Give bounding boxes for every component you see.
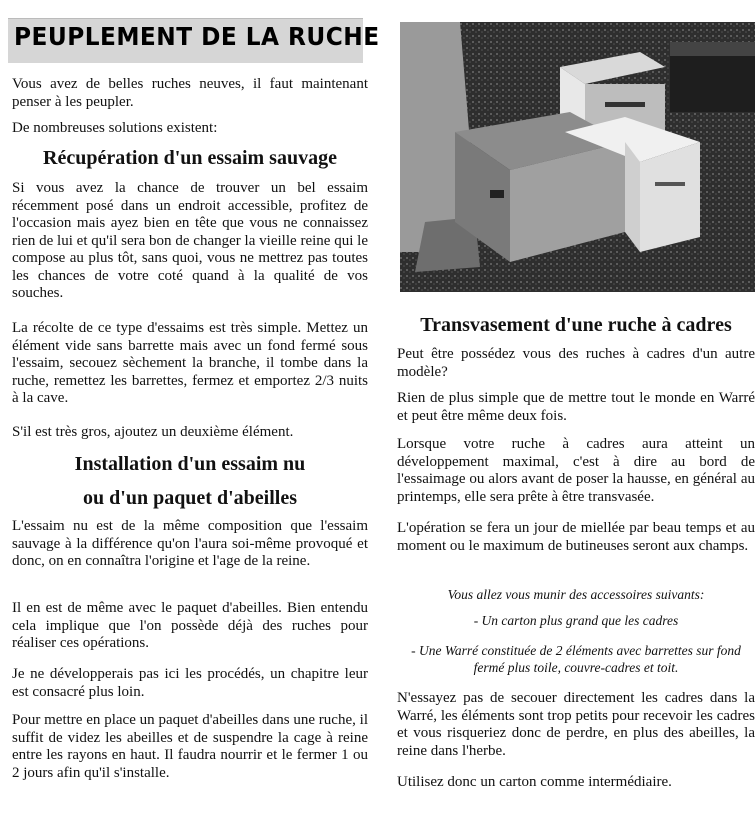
intro-solutions: De nombreuses solutions existent:	[12, 120, 218, 136]
heading-essaim-nu-line2: ou d'un paquet d'abeilles	[83, 487, 297, 509]
heading-essaim-sauvage: Récupération d'un essaim sauvage	[43, 147, 337, 169]
paragraph-nu-1: L'essaim nu est de la même composition que l'essaim sauvage à la différence qu'on l'aura soi-même provoqué et donc, on en connaîtra l'origine et l'age de la reine.	[12, 518, 368, 569]
paragraph-cadres-1: Peut être possédez vous des ruches à cadres d'un autre modèle?	[397, 346, 755, 380]
intro-paragraph: Vous avez de belles ruches neuves, il faut maintenant penser à les peupler.	[12, 76, 368, 110]
heading-essaim-nu-line1: Installation d'un essaim nu	[74, 453, 306, 475]
accessory-carton: - Un carton plus grand que les cadres	[473, 613, 679, 628]
beehive-illustration	[400, 22, 755, 292]
paragraph-cadres-2: Rien de plus simple que de mettre tout le monde en Warré et peut être même deux fois.	[397, 390, 755, 424]
heading-transvasement: Transvasement d'une ruche à cadres	[420, 314, 732, 336]
paragraph-cadres-4: L'opération se fera un jour de miellée par beau temps et au moment ou le maximum de butineuses seront aux champs.	[397, 520, 755, 554]
paragraph-sauvage-1: Si vous avez la chance de trouver un bel essaim récemment posé dans un endroit accessible, profitez de l'occasion mais ayez bien en tête que vous ne connaissez rien de lui et qu'il sera bon de changer la vieille reine qui le compose au plus tôt, sans quoi, vous ne mettrez pas toutes les chances de votre coté quand à la qualité de vos souches.	[12, 180, 368, 301]
beehive-photo	[400, 22, 755, 292]
paragraph-sauvage-2: La récolte de ce type d'essaims est très simple. Mettez un élément vide sans barrette mais avec un fond fermé sous l'essaim, secouez sèchement la branche, il tombe dans la ruche, remettez les barrettes, fermez et emportez 2/3 nuits à la cave.	[12, 320, 368, 406]
paragraph-cadres-3: Lorsque votre ruche à cadres aura atteint un développement maximal, c'est à dire au bord de l'essaimage ou alors avant de poser la hausse, en général au printemps, elle sera prête à être transvasée.	[397, 436, 755, 505]
accessories-intro: Vous allez vous munir des accessoires suivants:	[447, 587, 705, 602]
paragraph-nu-3: Je ne développerais pas ici les procédés, un chapitre leur est consacré plus loin.	[12, 666, 368, 700]
paragraph-cadres-5: N'essayez pas de secouer directement les cadres dans la Warré, les éléments sont trop petits pour recevoir les cadres et vous risqueriez donc de perdre, en plus des abeilles, la reine dans l'herbe.	[397, 690, 755, 759]
accessory-warre: - Une Warré constituée de 2 éléments avec barrettes sur fond fermé plus toile, couvre-cadres et toit.	[411, 643, 741, 675]
paragraph-nu-2: Il en est de même avec le paquet d'abeilles. Bien entendu cela implique que l'on possède déjà des ruches pour réaliser ces opérations.	[12, 600, 368, 651]
page-title: PEUPLEMENT DE LA RUCHE	[14, 22, 380, 51]
paragraph-cadres-6: Utilisez donc un carton comme intermédiaire.	[397, 774, 672, 790]
paragraph-nu-4: Pour mettre en place un paquet d'abeilles dans une ruche, il suffit de videz les abeilles et de suspendre la cage à reine entre les rayons en haut. Il faudra nourrir et le fermer 1 ou 2 jours afin qu'il s'installe.	[12, 712, 368, 781]
paragraph-sauvage-3: S'il est très gros, ajoutez un deuxième élément.	[12, 424, 294, 440]
